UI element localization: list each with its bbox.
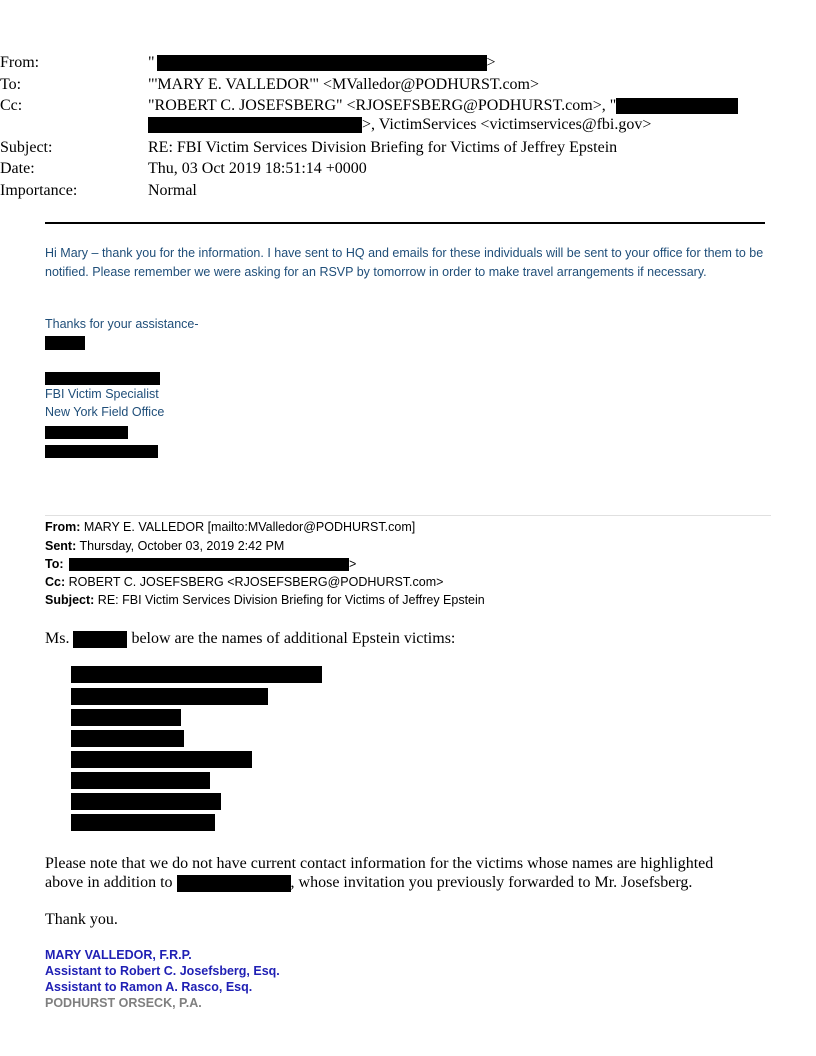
note-prefix: above in addition to (45, 874, 173, 891)
redaction-block (148, 117, 362, 133)
forwarded-cc-row (45, 573, 443, 591)
reply-paragraph: Hi Mary – thank you for the information. I have sent to HQ and emails for these individuals will be sent to your office for them to be notified. Please remember we were asking for an RSVP by tomorrow in order to make travel arrangements if necessary. (45, 246, 764, 279)
victim-name-redacted (71, 772, 210, 789)
victim-name-redacted (71, 688, 268, 705)
cc-value-line1: "ROBERT C. JOSEFSBERG" <RJOSEFSBERG@PODHURST.com>, " (148, 97, 617, 114)
forwarded-to-label: To: (45, 557, 64, 571)
header-divider (45, 222, 765, 224)
victim-name-redacted (71, 666, 322, 683)
signature-line-1: Assistant to Robert C. Josefsberg, Esq. (45, 964, 280, 978)
forwarded-from-label: From: (45, 520, 81, 534)
forwarded-sent-label: Sent: (45, 539, 77, 553)
forwarded-cc-label: Cc: (45, 575, 66, 589)
intro-line (45, 629, 785, 648)
from-value-prefix: " (148, 54, 155, 71)
cc-value-line2: >, VictimServices <victimservices@fbi.gov> (362, 116, 652, 133)
header-from-row (0, 54, 816, 74)
forwarded-from-row (45, 518, 415, 536)
message-separator (45, 515, 771, 516)
header-date-row (0, 160, 816, 180)
header-cc-row-2 (0, 116, 816, 136)
redaction-block (45, 445, 158, 458)
date-value: Thu, 03 Oct 2019 18:51:14 +0000 (148, 160, 367, 177)
date-label: Date: (0, 160, 35, 177)
forwarded-sent-row (45, 537, 284, 555)
forwarded-subject-value: RE: FBI Victim Services Division Briefing for Victims of Jeffrey Epstein (97, 593, 485, 607)
forwarded-from-value: MARY E. VALLEDOR [mailto:MValledor@PODHURST.com] (83, 520, 416, 534)
victim-name-redacted (71, 793, 221, 810)
redaction-block (45, 336, 85, 350)
signature-title: FBI Victim Specialist (45, 387, 159, 401)
reply-thanks: Thanks for your assistance- (45, 317, 199, 331)
forwarded-subject-label: Subject: (45, 593, 95, 607)
subject-value: RE: FBI Victim Services Division Briefing for Victims of Jeffrey Epstein (148, 139, 618, 156)
forwarded-subject-row (45, 591, 485, 609)
intro-prefix: Ms. (45, 630, 70, 647)
victim-name-redacted (71, 730, 184, 747)
signature-name: MARY VALLEDOR, F.R.P. (45, 948, 192, 962)
redaction-block (73, 631, 127, 648)
note-suffix: , whose invitation you previously forwarded to Mr. Josefsberg. (290, 874, 693, 891)
victim-name-redacted (71, 814, 215, 831)
redaction-block (177, 875, 291, 892)
header-importance-row (0, 182, 816, 202)
importance-value: Normal (148, 182, 197, 199)
signature-firm: PODHURST ORSECK, P.A. (45, 996, 202, 1010)
header-to-row (0, 76, 816, 96)
to-value: "'MARY E. VALLEDOR'" <MValledor@PODHURST.com> (148, 76, 540, 93)
note-line-2 (45, 873, 785, 892)
to-label: To: (0, 76, 22, 93)
forwarded-sent-value: Thursday, October 03, 2019 2:42 PM (79, 539, 285, 553)
cc-label: Cc: (0, 97, 23, 114)
forwarded-to-row (45, 555, 356, 573)
intro-suffix: below are the names of additional Epstein victims: (131, 630, 456, 647)
from-value-suffix: > (486, 54, 496, 71)
header-subject-row (0, 139, 816, 159)
closing-line: Thank you. (45, 911, 118, 928)
forwarded-cc-value: ROBERT C. JOSEFSBERG <RJOSEFSBERG@PODHURST.com> (68, 575, 444, 589)
note-line-1: Please note that we do not have current contact information for the victims whose names are highlighted (45, 855, 714, 872)
header-cc-row (0, 97, 816, 117)
subject-label: Subject: (0, 139, 53, 156)
importance-label: Importance: (0, 182, 78, 199)
redaction-block (69, 558, 349, 571)
redaction-block (616, 98, 738, 114)
signature-line-2: Assistant to Ramon A. Rasco, Esq. (45, 980, 253, 994)
from-label: From: (0, 54, 40, 71)
victim-name-redacted (71, 751, 252, 768)
redaction-block (45, 426, 128, 439)
victim-name-redacted (71, 709, 181, 726)
signature-office: New York Field Office (45, 405, 165, 419)
redaction-block (45, 372, 160, 385)
redaction-block (157, 55, 487, 71)
forwarded-to-suffix: > (349, 557, 357, 571)
